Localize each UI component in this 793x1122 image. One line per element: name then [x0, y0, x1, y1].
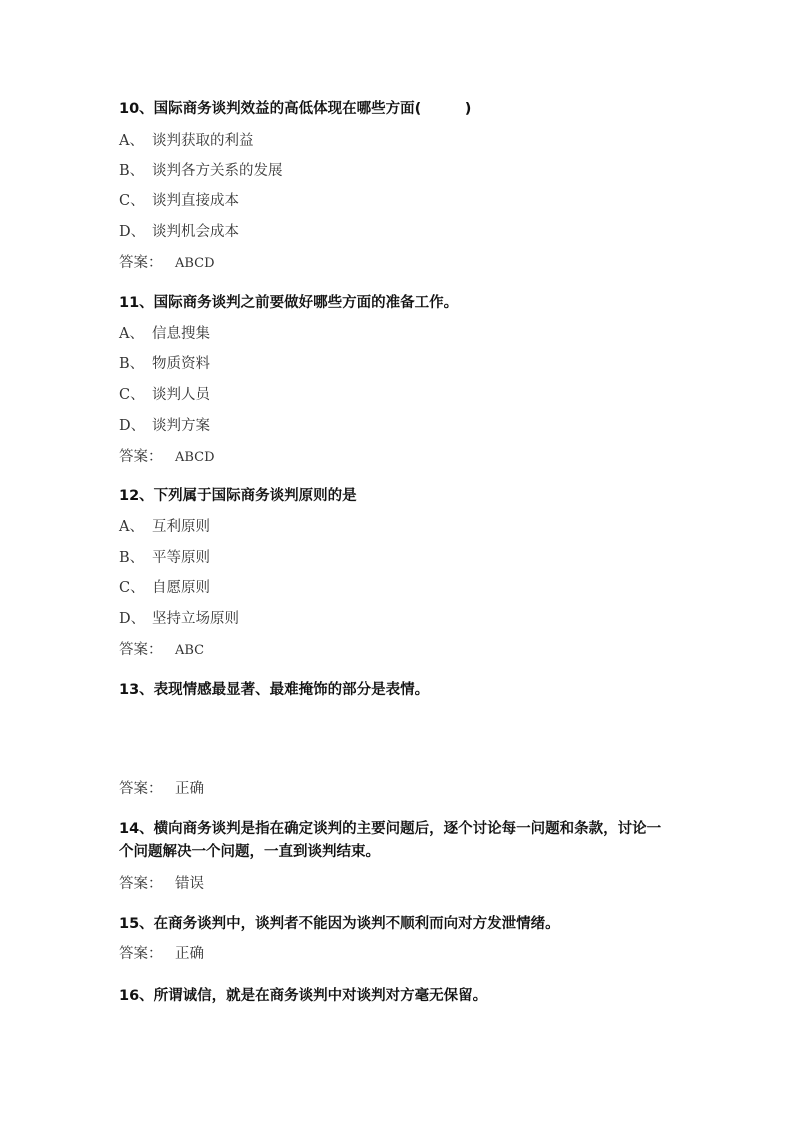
option-letter: B、	[119, 550, 145, 566]
option-c	[119, 385, 210, 405]
option-letter: A、	[119, 519, 144, 535]
option-text: 谈判直接成本	[152, 193, 239, 209]
option-text: 平等原则	[152, 550, 210, 566]
answer-line	[119, 640, 204, 661]
option-letter: B、	[119, 356, 145, 372]
question-15-title: 15、在商务谈判中，谈判者不能因为谈判不顺利而向对方发泄情绪。	[119, 916, 560, 932]
answer-value: 错误	[175, 876, 204, 892]
answer-line	[119, 447, 215, 468]
answer-line	[119, 874, 204, 894]
answer-label: 答案：	[119, 642, 163, 658]
option-c	[119, 578, 210, 598]
option-c	[119, 191, 239, 211]
option-text: 互利原则	[152, 519, 210, 535]
option-text: 物质资料	[152, 356, 210, 372]
option-letter: D、	[119, 611, 146, 627]
question-16-title: 16、所谓诚信，就是在商务谈判中对谈判对方毫无保留。	[119, 988, 488, 1004]
answer-value: ABCD	[175, 450, 215, 465]
option-text: 谈判获取的利益	[152, 133, 254, 149]
option-letter: D、	[119, 224, 146, 240]
answer-value: ABCD	[175, 256, 215, 271]
option-b	[119, 354, 210, 374]
option-b	[119, 548, 210, 568]
option-text: 自愿原则	[152, 580, 210, 596]
question-13-title: 13、表现情感最显著、最难掩饰的部分是表情。	[119, 682, 430, 698]
option-text: 信息搜集	[152, 326, 210, 342]
answer-line	[119, 779, 204, 799]
answer-value: 正确	[175, 781, 204, 797]
option-text: 坚持立场原则	[152, 611, 239, 627]
option-b	[119, 161, 283, 181]
option-a	[119, 324, 210, 344]
answer-line	[119, 253, 215, 274]
option-a	[119, 131, 254, 151]
question-11-title: 11、国际商务谈判之前要做好哪些方面的准备工作。	[119, 295, 459, 311]
answer-label: 答案：	[119, 946, 163, 962]
option-d	[119, 222, 239, 242]
option-letter: A、	[119, 326, 144, 342]
question-14-title: 14、横向商务谈判是指在确定谈判的主要问题后，逐个讨论每一问题和条款，讨论一个问题解决一个问题，一直到谈判结束。	[119, 821, 662, 860]
option-text: 谈判方案	[152, 418, 210, 434]
question-12-title: 12、下列属于国际商务谈判原则的是	[119, 488, 357, 504]
option-letter: A、	[119, 133, 144, 149]
option-letter: C、	[119, 387, 145, 403]
option-text: 谈判人员	[152, 387, 210, 403]
option-d	[119, 416, 210, 436]
answer-line	[119, 944, 204, 964]
answer-value: 正确	[175, 946, 204, 962]
answer-label: 答案：	[119, 876, 163, 892]
option-letter: D、	[119, 418, 146, 434]
option-letter: C、	[119, 193, 145, 209]
option-text: 谈判机会成本	[152, 224, 239, 240]
option-text: 谈判各方关系的发展	[152, 163, 283, 179]
answer-value: ABC	[175, 643, 205, 658]
answer-label: 答案：	[119, 255, 163, 271]
question-10-title: 10、国际商务谈判效益的高低体现在哪些方面( )	[119, 101, 472, 117]
option-d	[119, 609, 239, 629]
option-letter: C、	[119, 580, 145, 596]
answer-label: 答案：	[119, 781, 163, 797]
option-a	[119, 517, 210, 537]
answer-label: 答案：	[119, 449, 163, 465]
option-letter: B、	[119, 163, 145, 179]
